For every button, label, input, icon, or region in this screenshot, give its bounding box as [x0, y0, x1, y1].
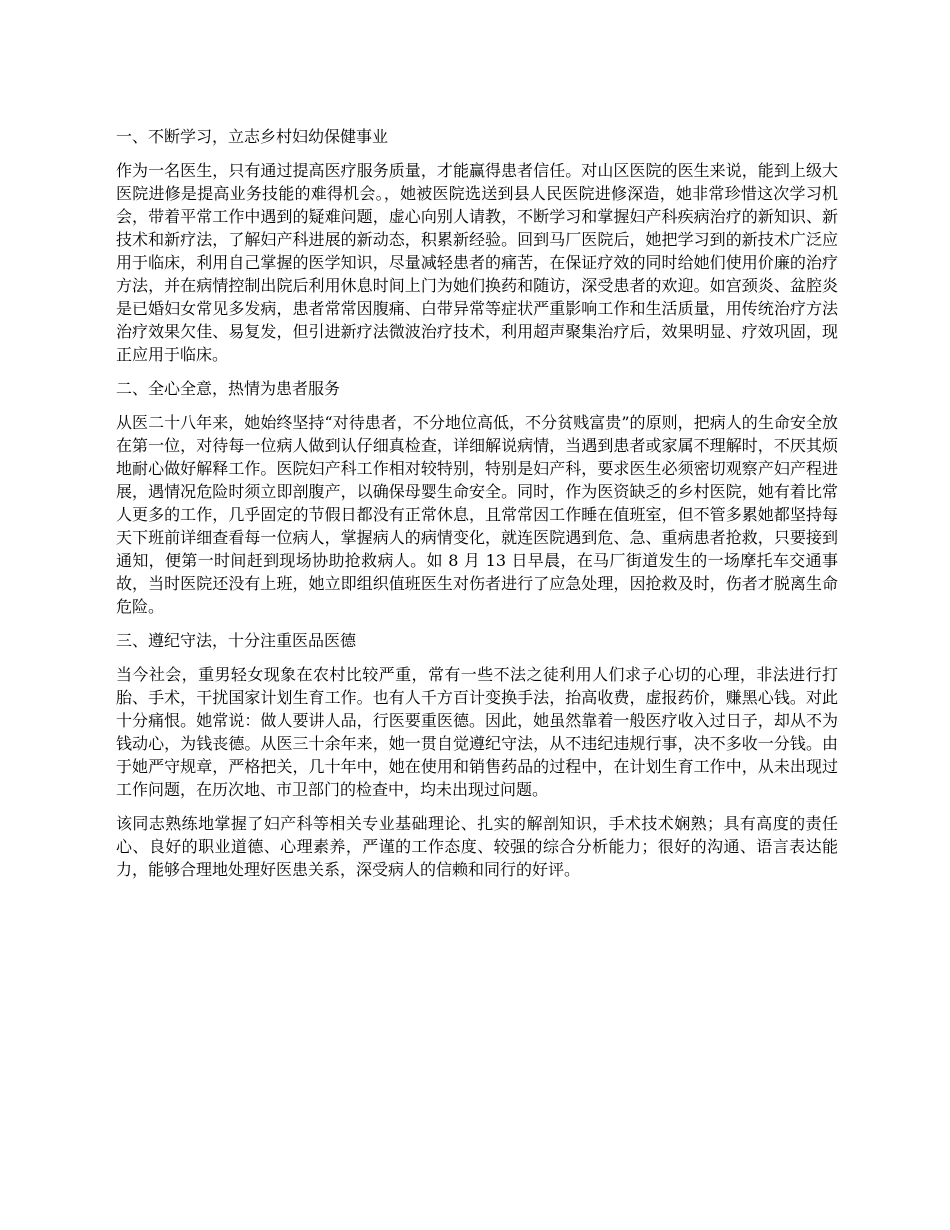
section-3-heading: 三、遵纪守法，十分注重医品医德 [116, 631, 357, 650]
section-3 [116, 629, 838, 881]
section-1 [116, 125, 838, 366]
section-3-paragraph-1: 当今社会，重男轻女现象在农村比较严重，常有一些不法之徒利用人们求子心切的心理，非法进行打胎、手术，干扰国家计划生育工作。也有人千方百计变换手法，抬高收费，虚报药价，赚黑心钱。对此十分痛恨。她常说：做人要讲人品，行医要重医德。因此，她虽然靠着一般医疗收入过日子，却从不为钱动心，为钱丧德。从医三十余年来，她一贯自觉遵纪守法，从不违纪违规行事，决不多收一分钱。由于她严守规章，严格把关，几十年中，她在使用和销售药品的过程中，在计划生育工作中，从未出现过工作问题，在历次地、市卫部门的检查中，均未出现过问题。 [116, 665, 838, 799]
section-1-paragraph-1: 作为一名医生，只有通过提高医疗服务质量，才能赢得患者信任。对山区医院的医生来说，能到上级大医院进修是提高业务技能的难得机会。，她被医院选送到县人民医院进修深造，她非常珍惜这次学习机会，带着平常工作中遇到的疑难问题，虚心向别人请教，不断学习和掌握妇产科疾病治疗的新知识、新技术和新疗法，了解妇产科进展的新动态，积累新经验。回到马厂医院后，她把学习到的新技术广泛应用于临床，利用自己掌握的医学知识，尽量减轻患者的痛苦，在保证疗效的同时给她们使用价廉的治疗方法，并在病情控制出院后利用休息时间上门为她们换药和随访，深受患者的欢迎。如宫颈炎、盆腔炎是已婚妇女常见多发病，患者常常因腹痛、白带异常等症状严重影响工作和生活质量，用传统治疗方法治疗效果欠佳、易复发，但引进新疗法微波治疗技术，利用超声聚集治疗后，效果明显、疗效巩固，现正应用于临床。 [116, 161, 838, 364]
section-3-paragraph-2: 该同志熟练地掌握了妇产科等相关专业基础理论、扎实的解剖知识，手术技术娴熟；具有高度的责任心、良好的职业道德、心理素养，严谨的工作态度、较强的综合分析能力；很好的沟通、语言表达能力，能够合理地处理好医患关系，深受病人的信赖和同行的好评。 [116, 814, 838, 879]
section-2-paragraph-1: 从医二十八年来，她始终坚持“对待患者，不分地位高低，不分贫贱富贵”的原则，把病人的生命安全放在第一位，对待每一位病人做到认仔细真检查，详细解说病情，当遇到患者或家属不理解时，不厌其烦地耐心做好解释工作。医院妇产科工作相对较特别，特别是妇产科，要求医生必须密切观察产妇产程进展，遇情况危险时须立即剖腹产，以确保母婴生命安全。同时，作为医资缺乏的乡村医院，她有着比常人更多的工作，几乎固定的节假日都没有正常休息，且常常因工作睡在值班室，但不管多累她都坚持每天下班前详细查看每一位病人，掌握病人的病情变化，就连医院遇到危、急、重病患者抢救，只要接到通知，便第一时间赶到现场协助抢救病人。如 8 月 13 日早晨，在马厂街道发生的一场摩托车交通事故，当时医院还没有上班，她立即组织值班医生对伤者进行了应急处理，因抢救及时，伤者才脱离生命危险。 [116, 413, 838, 616]
section-2-heading: 二、全心全意，热情为患者服务 [116, 379, 341, 398]
document-page [116, 125, 838, 892]
section-2 [116, 377, 838, 618]
section-1-heading: 一、不断学习，立志乡村妇幼保健事业 [116, 127, 389, 146]
